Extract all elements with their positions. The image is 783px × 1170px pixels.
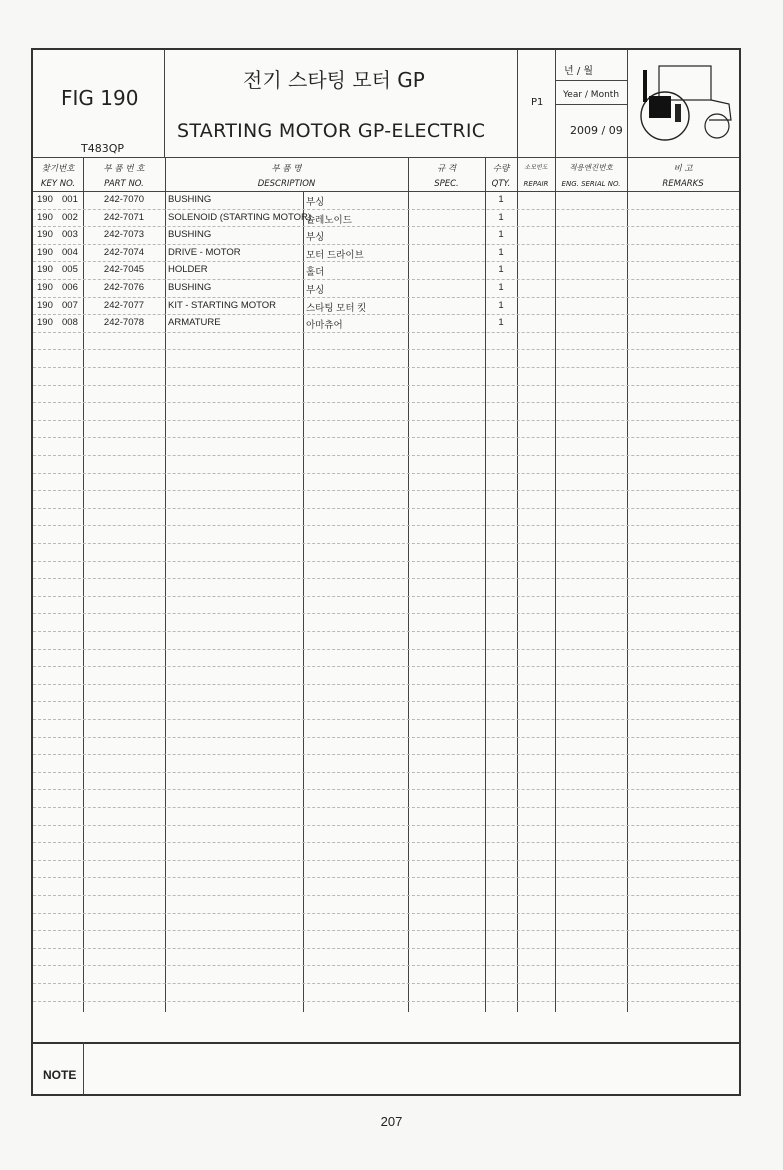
- row-description-korean: 모터 드라이브: [306, 249, 364, 261]
- row-description: DRIVE - MOTOR: [168, 246, 241, 258]
- row-fig-number: 190: [37, 299, 53, 311]
- row-quantity: 1: [498, 211, 504, 223]
- ruled-line: [33, 349, 739, 350]
- row-description-korean: 아마츄어: [306, 320, 343, 332]
- row-key-number: 005: [62, 264, 78, 276]
- ruled-line: [33, 877, 739, 878]
- row-fig-number: 190: [37, 264, 53, 276]
- ruled-line: [33, 525, 739, 526]
- divider: [33, 1042, 739, 1044]
- row-quantity: 1: [498, 194, 504, 205]
- ruled-line: [33, 684, 739, 685]
- row-key-number: 007: [62, 299, 78, 311]
- ruled-line: [33, 913, 739, 914]
- col-serial-ko: 적용엔진번호: [569, 163, 613, 172]
- model-code: T483QP: [81, 142, 125, 155]
- row-description-korean: 부싱: [306, 197, 325, 208]
- divider: [83, 1042, 84, 1094]
- ruled-line: [33, 420, 739, 421]
- page-number: 207: [380, 1114, 403, 1129]
- ruled-line: [33, 772, 739, 773]
- title-english: STARTING MOTOR GP-ELECTRIC: [177, 120, 486, 142]
- ruled-line: [33, 437, 739, 438]
- row-description-korean: 홀더: [306, 267, 325, 279]
- year-month-value: 2009 / 09: [570, 124, 623, 137]
- row-part-number: 242-7045: [103, 264, 145, 276]
- row-key-number: 001: [62, 194, 78, 205]
- ruled-line: [33, 613, 739, 614]
- row-quantity: 1: [498, 246, 504, 258]
- col-desc-ko: 부 품 명: [271, 164, 302, 174]
- row-quantity: 1: [498, 317, 504, 329]
- row-quantity: 1: [498, 264, 504, 276]
- col-desc: DESCRIPTION: [257, 179, 316, 189]
- ruled-line: [33, 490, 739, 491]
- year-month-label-korean: 년 / 월: [564, 66, 594, 77]
- ruled-line: [33, 367, 739, 368]
- ruled-line: [33, 385, 739, 386]
- ruled-line: [33, 261, 739, 262]
- row-part-number: 242-7071: [103, 211, 145, 223]
- row-description-korean: 스타팅 모터 킷: [306, 302, 367, 314]
- ruled-line: [33, 596, 739, 597]
- col-repair: REPAIR: [523, 180, 549, 188]
- col-part: PART NO.: [104, 179, 144, 189]
- year-month-label: Year / Month: [563, 90, 620, 100]
- row-description: BUSHING: [168, 282, 212, 293]
- col-remarks-ko: 비 고: [673, 164, 693, 174]
- col-part-ko: 부 품 번 호: [103, 164, 145, 174]
- ruled-line: [33, 860, 739, 861]
- ruled-line: [33, 473, 739, 474]
- row-part-number: 242-7078: [103, 317, 145, 329]
- row-part-number: 242-7070: [103, 194, 145, 205]
- row-description-korean: 부싱: [306, 232, 325, 244]
- ruled-line: [33, 455, 739, 456]
- row-quantity: 1: [498, 229, 504, 241]
- row-description: SOLENOID (STARTING MOTOR): [168, 211, 312, 223]
- divider: [517, 50, 518, 1012]
- row-key-number: 008: [62, 317, 78, 329]
- ruled-line: [33, 649, 739, 650]
- ruled-line: [33, 930, 739, 931]
- ruled-line: [33, 965, 739, 966]
- row-description: BUSHING: [168, 229, 212, 241]
- row-description: BUSHING: [168, 194, 212, 205]
- ruled-line: [33, 314, 739, 315]
- row-fig-number: 190: [37, 282, 53, 293]
- row-part-number: 242-7073: [103, 229, 145, 241]
- divider: [164, 50, 165, 157]
- ruled-line: [33, 244, 739, 245]
- tractor-icon: [639, 64, 735, 144]
- divider: [555, 50, 556, 1012]
- page-code: P1: [531, 97, 544, 108]
- note-label: NOTE: [43, 1068, 77, 1082]
- col-repair-ko: 소모빈도: [524, 164, 548, 171]
- row-quantity: 1: [498, 299, 504, 311]
- row-description: KIT - STARTING MOTOR: [168, 299, 277, 311]
- ruled-line: [33, 719, 739, 720]
- divider: [555, 80, 627, 81]
- row-fig-number: 190: [37, 211, 53, 223]
- row-key-number: 004: [62, 246, 78, 258]
- row-description: HOLDER: [168, 264, 208, 276]
- ruled-line: [33, 983, 739, 984]
- ruled-line: [33, 842, 739, 843]
- ruled-line: [33, 895, 739, 896]
- divider: [627, 50, 628, 1012]
- title-korean: 전기 스타팅 모터 GP: [243, 68, 425, 92]
- figure-number: FIG 190: [61, 86, 139, 110]
- col-remarks: REMARKS: [662, 179, 704, 189]
- row-fig-number: 190: [37, 246, 53, 258]
- row-quantity: 1: [498, 282, 504, 293]
- divider: [165, 157, 166, 1012]
- col-qty: QTY.: [491, 179, 511, 189]
- col-key: KEY NO.: [40, 179, 76, 189]
- divider: [555, 104, 627, 105]
- ruled-line: [33, 402, 739, 403]
- row-part-number: 242-7076: [103, 282, 145, 293]
- row-fig-number: 190: [37, 194, 53, 205]
- ruled-line: [33, 789, 739, 790]
- col-key-ko: 찾기번호: [41, 164, 75, 174]
- ruled-line: [33, 737, 739, 738]
- ruled-line: [33, 578, 739, 579]
- ruled-line: [33, 754, 739, 755]
- row-fig-number: 190: [37, 317, 53, 329]
- row-description-korean: 부싱: [306, 285, 325, 296]
- row-key-number: 002: [62, 211, 78, 223]
- ruled-line: [33, 807, 739, 808]
- divider: [33, 191, 739, 192]
- ruled-line: [33, 825, 739, 826]
- col-serial: ENG. SERIAL NO.: [561, 180, 621, 188]
- ruled-line: [33, 701, 739, 702]
- col-spec-ko: 규 격: [436, 164, 457, 174]
- ruled-line: [33, 508, 739, 509]
- divider: [33, 157, 739, 158]
- ruled-line: [33, 226, 739, 227]
- ruled-line: [33, 279, 739, 280]
- row-key-number: 006: [62, 282, 78, 293]
- row-description-korean: 솔레노이드: [306, 214, 352, 226]
- ruled-line: [33, 666, 739, 667]
- row-part-number: 242-7077: [103, 299, 145, 311]
- row-part-number: 242-7074: [103, 246, 145, 258]
- ruled-line: [33, 1001, 739, 1002]
- ruled-line: [33, 297, 739, 298]
- ruled-line: [33, 561, 739, 562]
- row-key-number: 003: [62, 229, 78, 241]
- ruled-line: [33, 332, 739, 333]
- ruled-line: [33, 543, 739, 544]
- divider: [408, 157, 409, 1012]
- parts-sheet: [31, 48, 741, 1096]
- row-fig-number: 190: [37, 229, 53, 241]
- ruled-line: [33, 631, 739, 632]
- col-spec: SPEC.: [434, 179, 459, 189]
- ruled-line: [33, 209, 739, 210]
- ruled-line: [33, 948, 739, 949]
- row-description: ARMATURE: [168, 317, 221, 329]
- col-qty-ko: 수량: [492, 164, 510, 174]
